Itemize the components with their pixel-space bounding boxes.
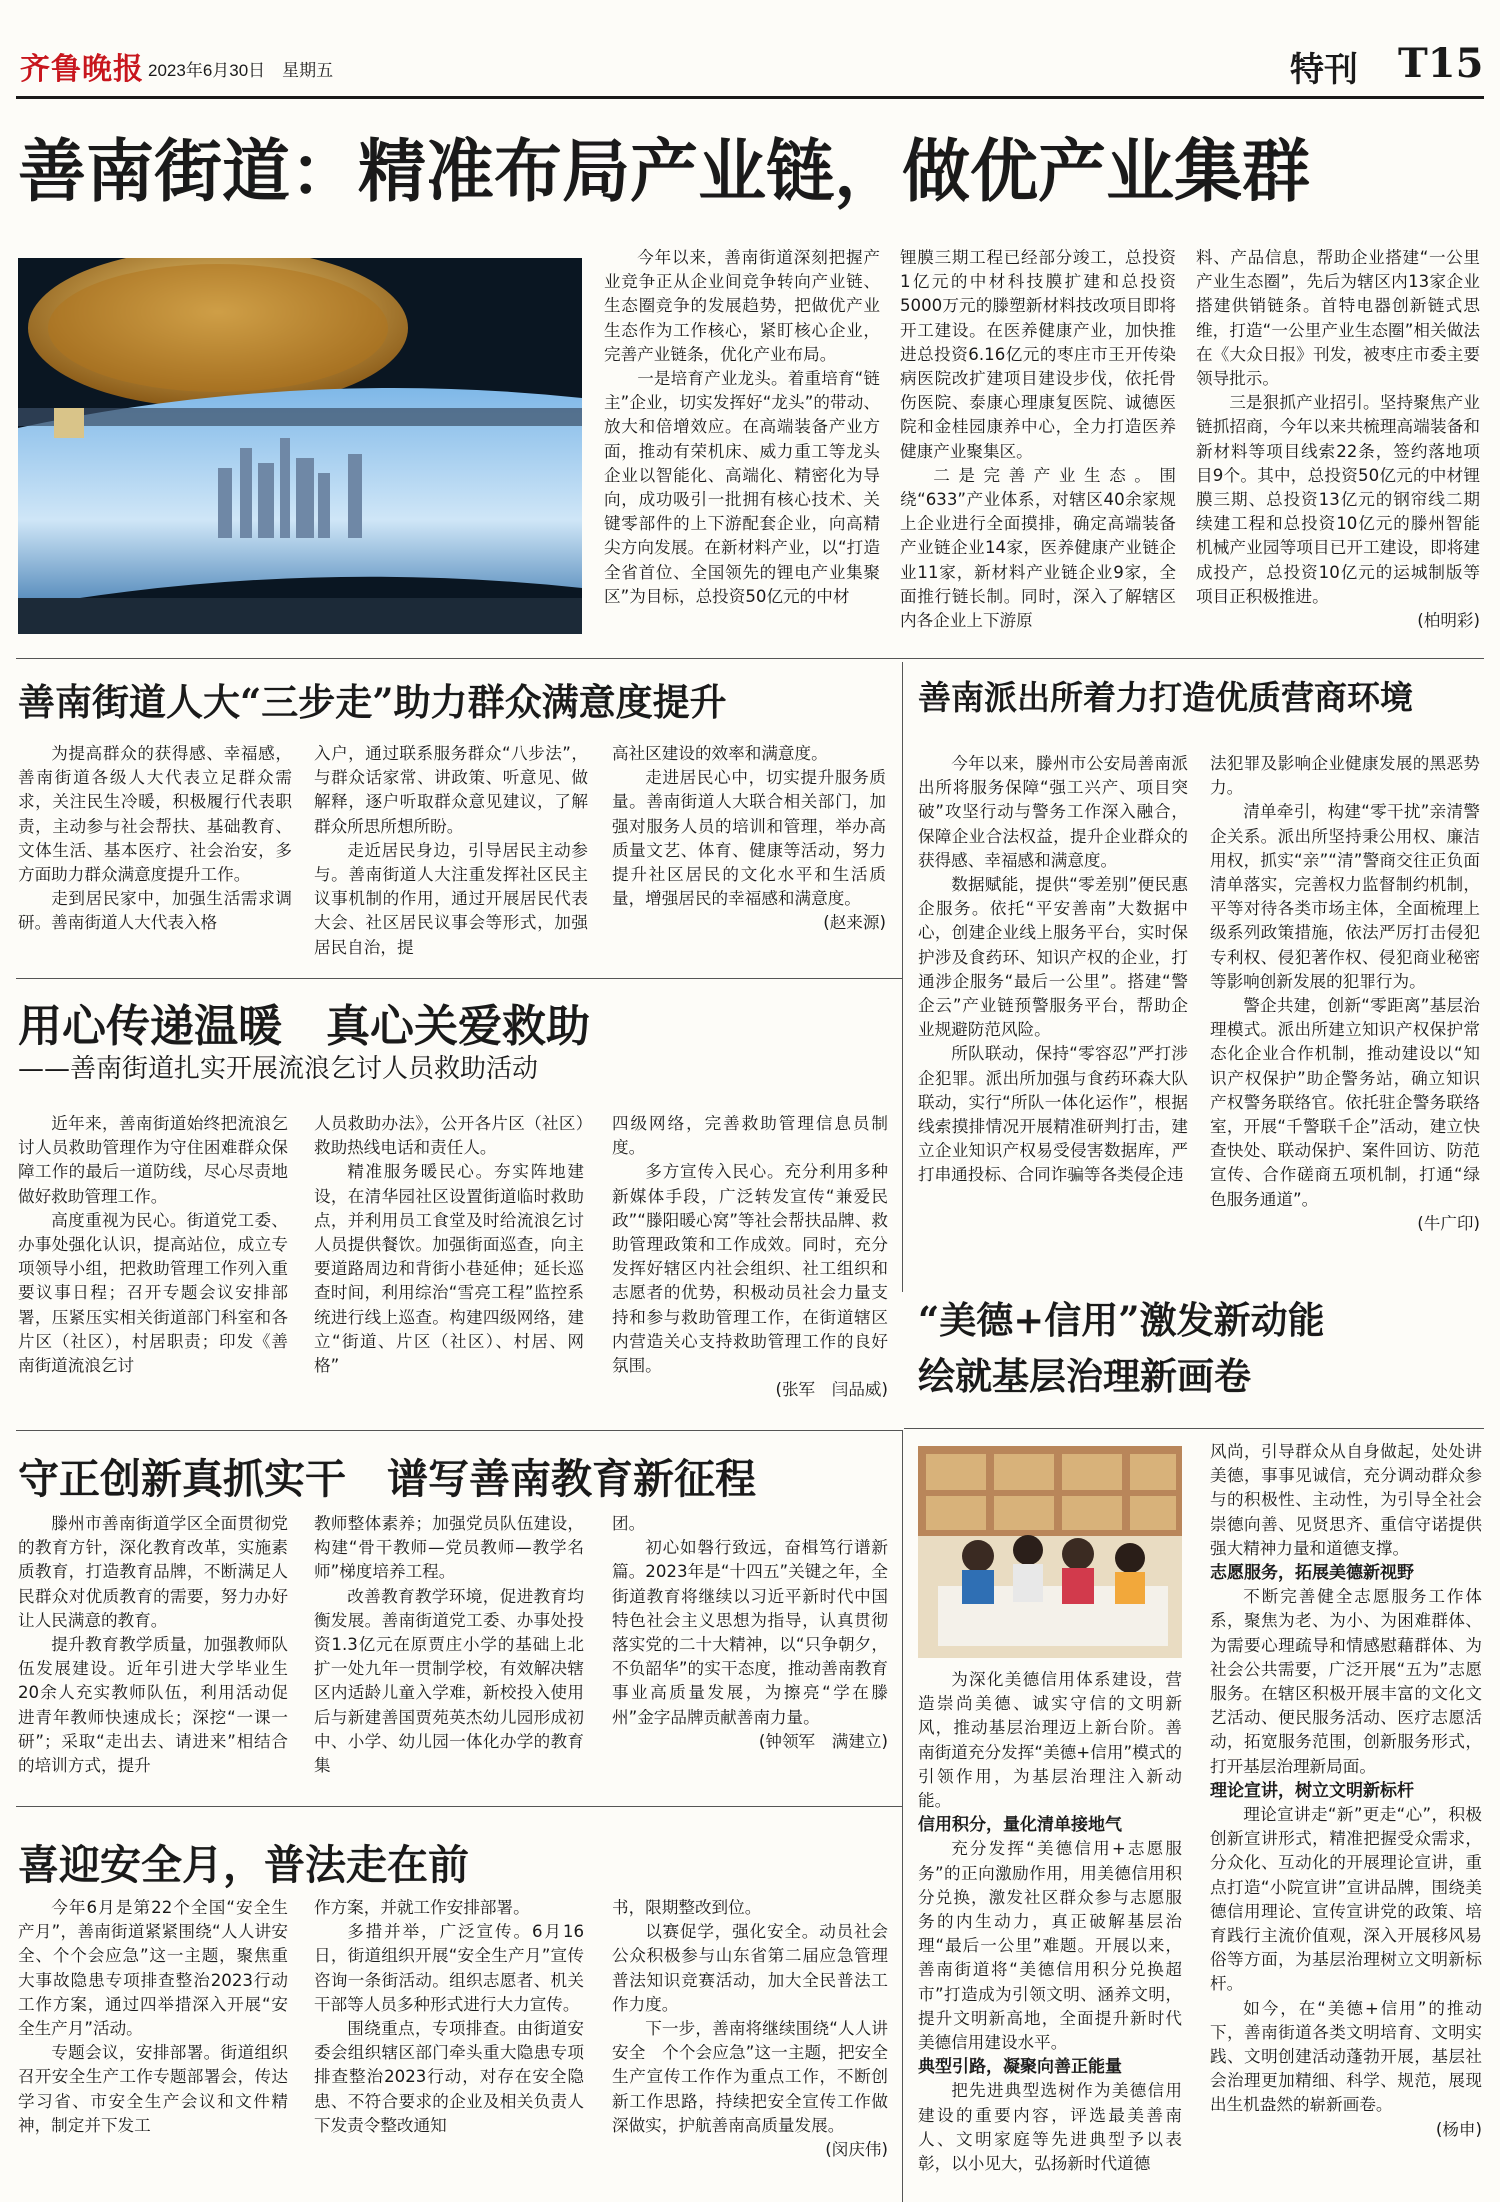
divider	[902, 662, 903, 1292]
divider	[16, 1806, 902, 1807]
education-col-1: 滕州市善南街道学区全面贯彻党的教育方针，深化教育改革，实施素质教育，打造教育品牌，不断满足人民群众对优质教育的需要，努力办好让人民满意的教育。 提升教育教学质量，加强教师队伍发展建设。近年引进大学毕业生20余人充实教师队伍，利用活动促进青年教师快速成长；深挖“一课一研”；采取“走出去、请进来”相结合的培训方式，提升	[18, 1514, 288, 1776]
renda-headline: 善南街道人大“三步走”助力群众满意度提升	[18, 680, 727, 724]
renda-col-1: 为提高群众的获得感、幸福感，善南街道各级人大代表立足群众需求，关注民生冷暖，积极履行代表职责，主动参与社会帮扶、基础教育、文体生活、基本医疗、社会治安，多方面助力群众满意度提升工作。 走到居民家中，加强生活需求调研。善南街道人大代表入格	[18, 744, 292, 933]
main-headline: 善南街道：精准布局产业链，做优产业集群	[18, 132, 1311, 212]
divider	[904, 1428, 1484, 1429]
safety-headline: 喜迎安全月，普法走在前	[18, 1841, 469, 1889]
masthead-date: 2023年6月30日 星期五	[148, 61, 334, 80]
main-article-col-1: 今年以来，善南街道深刻把握产业竞争正从企业间竞争转向产业链、生态圈竞争的发展趋势，把做优产业生态作为工作核心，紧盯核心企业，完善产业链条，优化产业布局。 一是培育产业龙头。着重培育“链主”企业，切实发挥好“龙头”的带动、放大和倍增效应。在高端装备产业方面，推动有荣机床、威力重工等龙头企业以智能化、高端化、精密化为导向，成功吸引一批拥有核心技术、关键零部件的上下游配套企业，向高精尖方向发展。在新材料产业，以“打造全省首位、全国领先的锂电产业集聚区”为目标，总投资50亿元的中材	[604, 248, 880, 606]
education-byline: (钟领军 满建立)	[758, 1731, 888, 1751]
section-name: 特刊	[1290, 50, 1358, 90]
warmth-byline: (张军 闫品威)	[775, 1380, 888, 1400]
safety-byline: (闵庆伟)	[825, 2140, 888, 2160]
masthead-rule	[16, 96, 1484, 99]
divider	[16, 978, 902, 979]
safety-col-1: 今年6月是第22个全国“安全生产月”，善南街道紧紧围绕“人人讲安全、个个会应急”这一主题，聚焦重大事故隐患专项排查整治2023行动工作方案，通过四举措深入开展“安全生产月”活动。 专题会议，安排部署。街道组织召开安全生产工作专题部署会，传达学习省、市安全生产会议和文件精神，制定并下发工	[18, 1898, 288, 2135]
divider	[16, 1430, 902, 1431]
xinyong-byline: (杨申)	[1435, 2119, 1482, 2139]
police-headline: 善南派出所着力打造优质营商环境	[918, 678, 1413, 717]
education-col-3: 团。 初心如磐行致远，奋楫笃行谱新篇。2023年是“十四五”关键之年，全街道教育将继续以习近平新时代中国特色社会主义思想为指导，认真贯彻落实党的二十大精神，以“只争朝夕，不负韶华”的实干态度，推动善南教育事业高质量发展，为擦亮“学在滕州”金字品牌贡献善南力量。 (钟领军 满建立)	[612, 1512, 888, 1802]
warmth-col-1: 近年来，善南街道始终把流浪乞讨人员救助管理作为守住困难群众保障工作的最后一道防线，尽心尽责地做好救助管理工作。 高度重视为民心。街道党工委、办事处强化认识，提高站位，成立专项领导小组，把救助管理工作列入重要议事日程；召开专题会议安排部署，压紧压实相关街道部门科室和各片区（社区），村居职责；印发《善南街道流浪乞讨	[18, 1114, 288, 1376]
main-article-col-3: 料、产品信息，帮助企业搭建“一公里产业生态圈”，先后为辖区内13家企业搭建供销链条。首特电器创新链式思维，打造“一公里产业生态圈”相关做法在《大众日报》刊发，被枣庄市委主要领导批示。 三是狠抓产业招引。坚持聚焦产业链抓招商，今年以来共梳理高端装备和新材料等项目线索22条，签约落地项目9个。其中，总投资50亿元的中材锂膜三期、总投资13亿元的钢帘线二期续建工程和总投资10亿元的滕州智能机械产业园等项目已开工建设，即将建成投产，总投资10亿元的运城制版等项目正积极推进。 (柏明彩)	[1196, 246, 1480, 646]
xinyong-subhead-4: 理论宣讲，树立文明新标杆	[1210, 1780, 1414, 1801]
xinyong-subhead-1: 信用积分，量化清单接地气	[918, 1815, 1122, 1836]
safety-col-2: 作方案，并就工作安排部署。 多措并举，广泛宣传。6月16日，街道组织开展“安全生产月”宣传咨询一条街活动。组织志愿者、机关干部等人员多种形式进行大力宣传。 围绕重点，专项排查。由街道安委会组织辖区部门牵头重大隐患专项排查整治2023行动，对存在安全隐患、不符合要求的企业及相关负责人下发责令整改通知	[314, 1898, 584, 2135]
masthead-logo: 齐鲁晚报	[20, 52, 144, 87]
safety-col-3: 书，限期整改到位。 以赛促学，强化安全。动员社会公众积极参与山东省第二届应急管理普法知识竞赛活动，加大全民普法工作力度。 下一步，善南将继续围绕“人人讲安全 个个会应急”这一主题，把安全生产宣传工作作为重点工作，不断创新工作思路，持续把安全宣传工作做深做实，护航善南高质量发展。 (闵庆伟)	[612, 1896, 888, 2198]
exhibition-hall-photo	[18, 258, 582, 634]
divider	[16, 658, 1484, 659]
education-headline: 守正创新真抓实干 谱写善南教育新征程	[18, 1455, 756, 1503]
police-col-2: 法犯罪及影响企业健康发展的黑恶势力。 清单牵引，构建“零干扰”亲清警企关系。派出所坚持秉公用权、廉洁用权，抓实“亲”“清”警商交往正负面清单落实，完善权力监督制约机制，平等对待各类市场主体，全面梳理上级系列政策措施，依法严厉打击侵犯专利权、侵犯著作权、侵犯商业秘密等影响创新发展的犯罪行为。 警企共建，创新“零距离”基层治理模式。派出所建立知识产权保护常态化企业合作机制，推动建设以“知识产权保护”助企警务站，确立知识产权警务联络官。依托驻企警务联络室，开展“千警联千企”活动，建立快查快处、联动保护、案件回访、防范宣传、合作磋商五项机制，打通“绿色服务通道”。 (牛广印)	[1210, 752, 1480, 1264]
main-article-col-2: 锂膜三期工程已经部分竣工，总投资1亿元的中材科技膜扩建和总投资5000万元的滕塑新材料技改项目即将开工建设。在医养健康产业，加快推进总投资6.16亿元的枣庄市王开传染病医院改扩建项目建设步伐，依托骨伤医院、泰康心理康复医院、诚德医院和金桂园康养中心，全力打造医养健康产业聚集区。 二是完善产业生态。围绕“633”产业体系，对辖区40余家规上企业进行全面摸排，确定高端装备产业链企业14家，医养健康产业链企业11家，新材料产业链企业9家，全面推行链长制。同时，深入了解辖区内各企业上下游原	[900, 248, 1176, 631]
warmth-subtitle: ——善南街道扎实开展流浪乞讨人员救助活动	[18, 1054, 539, 1084]
divider	[902, 1430, 903, 2202]
xinyong-headline-line-2: 绘就基层治理新画卷	[918, 1354, 1251, 1398]
renda-col-2: 入户，通过联系服务群众“八步法”，与群众话家常、讲政策、听意见、做解释，逐户听取群众意见建议，了解群众所思所想所盼。 走近居民身边，引导居民主动参与。善南街道人大注重发挥社区民主议事机制的作用，通过开展居民代表大会、社区居民议事会等形式，加强居民自治，提	[314, 744, 588, 957]
xinyong-col-right: 风尚，引导群众从自身做起，处处讲美德，事事见诚信，充分调动群众参与的积极性、主动性，为引导全社会崇德向善、见贤思齐、重信守诺提供强大精神力量和道德支撑。 志愿服务，拓展美德新视野 不断完善健全志愿服务工作体系，聚焦为老、为小、为困难群体、为需要心理疏导和情感慰藉群体、为社会公共需要，广泛开展“五为”志愿服务。在辖区积极开展丰富的文化文艺活动、便民服务活动、医疗志愿活动，拓宽服务范围，创新服务形式，打开基层治理新局面。 理论宣讲，树立文明新标杆 理论宣讲走“新”更走“心”，积极创新宣讲形式，精准把握受众需求，分众化、互动化的开展理论宣讲，重点打造“小院宣讲”宣讲品牌，围绕美德信用理论、宣传宣讲党的政策、培育践行主流价值观，深入开展移风易俗等方面，为基层治理树立文明新标杆。 如今，在“美德+信用”的推动下，善南街道各类文明培育、文明实践、文明创建活动蓬勃开展，基层社会治理更加精细、科学、规范，展现出生机盎然的崭新画卷。 (杨申)	[1210, 1440, 1482, 2198]
reading-children-photo	[918, 1446, 1182, 1658]
warmth-col-3: 四级网络，完善救助管理信息员制度。 多方宣传入民心。充分利用多种新媒体手段，广泛转发宣传“兼爱民政”“滕阳暖心窝”等社会帮扶品牌、救助管理政策和工作成效。同时，充分发挥好辖区内社会组织、社工组织和志愿者的优势，积极动员社会力量支持和参与救助管理工作，在街道辖区内营造关心支持救助管理工作的良好氛围。 (张军 闫品威)	[612, 1112, 888, 1424]
xinyong-subhead-3: 志愿服务，拓展美德新视野	[1210, 1563, 1414, 1584]
main-byline: (柏明彩)	[1417, 611, 1480, 631]
xinyong-subhead-2: 典型引路，凝聚向善正能量	[918, 2057, 1122, 2078]
warmth-col-2: 人员救助办法》，公开各片区（社区）救助热线电话和责任人。 精准服务暖民心。夯实阵地建设，在清华园社区设置街道临时救助点，并利用员工食堂及时给流浪乞讨人员提供餐饮。加强街面巡查，向主要道路周边和背街小巷延伸；延长巡查时间，利用综治“雪亮工程”监控系统进行线上巡查。构建四级网络，建立“街道、片区（社区）、村居、网格”	[314, 1114, 584, 1376]
warmth-headline: 用心传递温暖 真心关爱救助	[18, 1001, 590, 1052]
police-col-1: 今年以来，滕州市公安局善南派出所将服务保障“强工兴产、项目突破”攻坚行动与警务工作深入融合，保障企业合法权益，提升企业群众的获得感、幸福感和满意度。 数据赋能，提供“零差别”便民惠企服务。依托“平安善南”大数据中心，创建企业线上服务平台，实时保护涉及食药环、知识产权的企业，打通涉企服务“最后一公里”。搭建“警企云”产业链预警服务平台，帮助企业规避防范风险。 所队联动，保持“零容忍”严打涉企犯罪。派出所加强与食药环森大队联动，实行“所队一体化运作”，根据线索摸排情况开展精准研判打击，建立企业知识产权易受侵害数据库，严打串通投标、合同诈骗等各类侵企违	[918, 754, 1188, 1185]
xinyong-headline-line-1: “美德+信用”激发新动能	[918, 1298, 1325, 1342]
xinyong-col-left: 为深化美德信用体系建设，营造崇尚美德、诚实守信的文明新风，推动基层治理迈上新台阶。善南街道充分发挥“美德+信用”模式的引领作用，为基层治理注入新动能。 信用积分，量化清单接地气 充分发挥“美德信用+志愿服务”的正向激励作用，用美德信用积分兑换，激发社区群众参与志愿服务的内生动力，真正破解基层治理“最后一公里”难题。开展以来，善南街道将“美德信用积分兑换超市”打造成为引领文明、涵养文明，提升文明新高地，全面提升新时代美德信用建设水平。 典型引路，凝聚向善正能量 把先进典型选树作为美德信用建设的重要内容，评选最美善南人、文明家庭等先进典型予以表彰，以小见大，弘扬新时代道德	[918, 1670, 1182, 2174]
renda-col-3: 高社区建设的效率和满意度。 走进居民心中，切实提升服务质量。善南街道人大联合相关部门，加强对服务人员的培训和管理，举办高质量文艺、体育、健康等活动，努力提升社区居民的文化水平和生活质量，增强居民的幸福感和满意度。 (赵来源)	[612, 742, 886, 974]
page-number: T15	[1398, 40, 1484, 87]
police-byline: (牛广印)	[1417, 1213, 1480, 1233]
renda-byline: (赵来源)	[823, 913, 886, 933]
education-col-2: 教师整体素养；加强党员队伍建设，构建“骨干教师—党员教师—教学名师”梯度培养工程。 改善教育教学环境，促进教育均衡发展。善南街道党工委、办事处投资1.3亿元在原贾庄小学的基础上北扩一处九年一贯制学校，有效解决辖区内适龄儿童入学难，新校投入使用后与新建善国贾苑英杰幼儿园形成初中、小学、幼儿园一体化办学的教育集	[314, 1514, 584, 1776]
